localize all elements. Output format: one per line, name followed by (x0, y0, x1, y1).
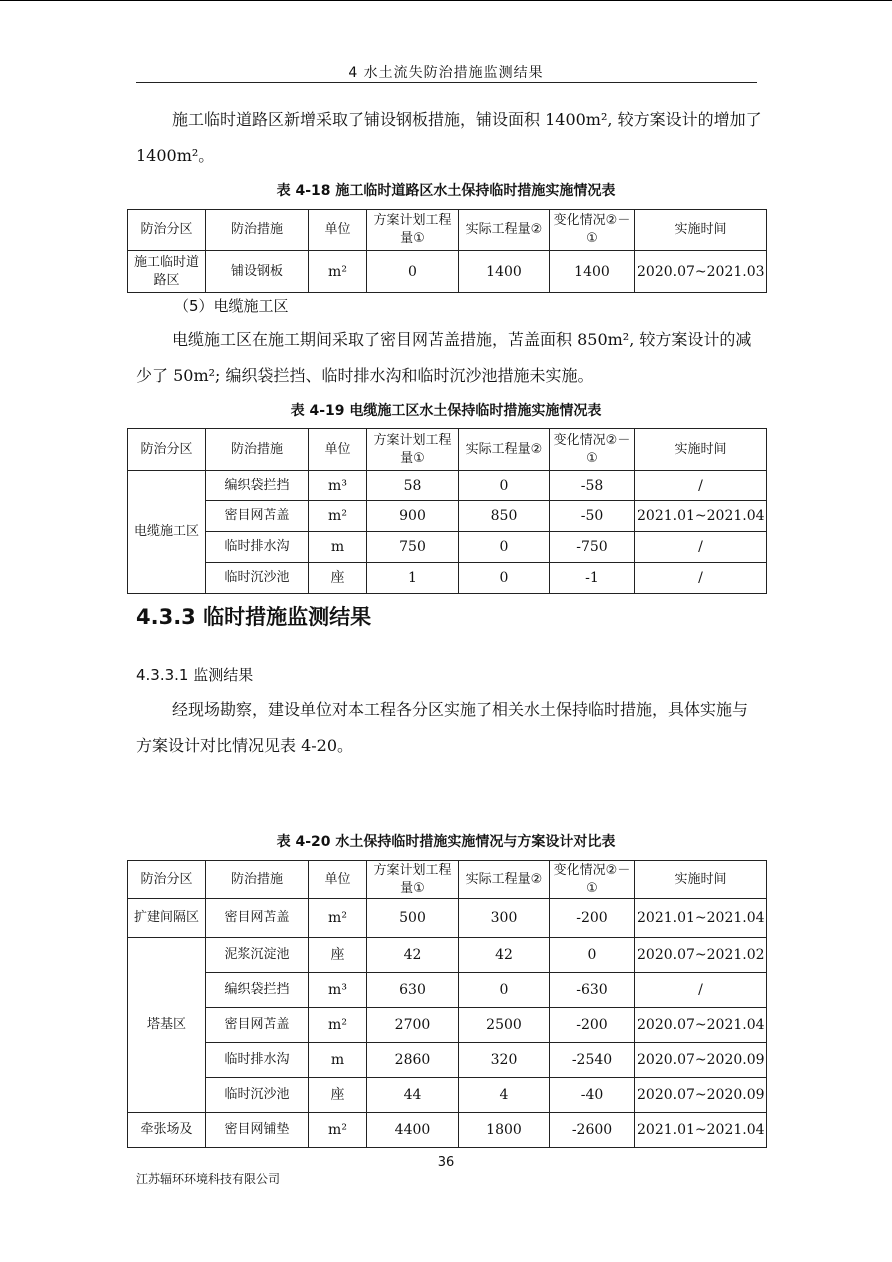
cell-measure: 密目网苫盖 (206, 501, 309, 532)
col-header-zone: 防治分区 (128, 861, 206, 899)
table-4-20 (127, 860, 767, 1148)
table-4-18 (127, 209, 767, 293)
cell-change: 0 (550, 938, 635, 973)
cell-measure: 临时沉沙池 (206, 563, 309, 594)
cell-unit: 座 (309, 938, 367, 973)
cell-change: -200 (550, 899, 635, 938)
cell-plan: 900 (367, 501, 459, 532)
cell-measure: 编织袋拦挡 (206, 471, 309, 501)
col-header-unit: 单位 (309, 429, 367, 471)
cell-measure: 密目网苫盖 (206, 899, 309, 938)
cell-unit: m² (309, 899, 367, 938)
col-header-zone: 防治分区 (128, 429, 206, 471)
col-header-time: 实施时间 (635, 210, 767, 251)
company-name: 江苏辐环环境科技有限公司 (136, 1172, 281, 1186)
table-row (128, 251, 767, 293)
cell-actual: 300 (459, 899, 550, 938)
subsection-5: （5）电缆施工区 (174, 297, 289, 315)
cell-time: 2020.07~2021.02 (635, 938, 767, 973)
col-header-change: 变化情况②－① (550, 861, 635, 899)
paragraph-2 (136, 322, 762, 394)
page-number: 36 (437, 1155, 455, 1170)
col-header-actual: 实际工程量② (459, 210, 550, 251)
cell-zone: 扩建间隔区 (128, 899, 206, 938)
top-border (0, 0, 892, 1)
table-row (128, 501, 767, 532)
table-row (128, 938, 767, 973)
cell-actual: 1800 (459, 1113, 550, 1148)
table-header-row (128, 429, 767, 471)
cell-plan: 2860 (367, 1043, 459, 1078)
section-heading-4-3-3: 4.3.3 临时措施监测结果 (136, 605, 372, 629)
cell-measure: 泥浆沉淀池 (206, 938, 309, 973)
col-header-actual: 实际工程量② (459, 429, 550, 471)
table-4-20-caption: 表 4-20 水土保持临时措施实施情况与方案设计对比表 (276, 834, 616, 850)
cell-unit: 座 (309, 1078, 367, 1113)
cell-plan: 500 (367, 899, 459, 938)
cell-unit: m² (309, 1008, 367, 1043)
cell-unit: m³ (309, 973, 367, 1008)
cell-actual: 320 (459, 1043, 550, 1078)
cell-actual: 4 (459, 1078, 550, 1113)
paragraph-3-text: 经现场勘察，建设单位对本工程各分区实施了相关水土保持临时措施，具体实施与方案设计对比情况见表 4-20。 (136, 700, 749, 755)
table-4-19 (127, 428, 767, 594)
cell-plan: 750 (367, 532, 459, 563)
cell-measure: 临时沉沙池 (206, 1078, 309, 1113)
cell-zone: 施工临时道路区 (128, 251, 206, 293)
table-row (128, 1113, 767, 1148)
cell-time: 2021.01~2021.04 (635, 899, 767, 938)
cell-actual: 0 (459, 973, 550, 1008)
table-4-19-caption: 表 4-19 电缆施工区水土保持临时措施实施情况表 (290, 403, 602, 419)
cell-time: 2020.07~2020.09 (635, 1078, 767, 1113)
cell-measure: 铺设钢板 (206, 251, 309, 293)
cell-time: 2021.01~2021.04 (635, 501, 767, 532)
cell-measure: 编织袋拦挡 (206, 973, 309, 1008)
cell-unit: m³ (309, 471, 367, 501)
table-row (128, 1008, 767, 1043)
cell-change: -2540 (550, 1043, 635, 1078)
cell-time: / (635, 973, 767, 1008)
table-row (128, 532, 767, 563)
table-4-18-caption: 表 4-18 施工临时道路区水土保持临时措施实施情况表 (276, 183, 616, 199)
cell-plan: 1 (367, 563, 459, 594)
col-header-measure: 防治措施 (206, 429, 309, 471)
col-header-zone: 防治分区 (128, 210, 206, 251)
cell-unit: m² (309, 1113, 367, 1148)
cell-unit: 座 (309, 563, 367, 594)
cell-actual: 0 (459, 532, 550, 563)
cell-change: -50 (550, 501, 635, 532)
col-header-plan: 方案计划工程量① (367, 861, 459, 899)
cell-plan: 42 (367, 938, 459, 973)
table-row (128, 1078, 767, 1113)
cell-change: -2600 (550, 1113, 635, 1148)
col-header-plan: 方案计划工程量① (367, 429, 459, 471)
cell-time: 2020.07~2020.09 (635, 1043, 767, 1078)
table-header-row (128, 210, 767, 251)
cell-measure: 临时排水沟 (206, 532, 309, 563)
paragraph-1 (136, 102, 762, 174)
running-header: 4 水土流失防治措施监测结果 (348, 65, 544, 81)
cell-measure: 密目网铺垫 (206, 1113, 309, 1148)
table-header-row (128, 861, 767, 899)
col-header-unit: 单位 (309, 861, 367, 899)
table-row (128, 1043, 767, 1078)
cell-actual: 42 (459, 938, 550, 973)
cell-unit: m² (309, 501, 367, 532)
cell-unit: m (309, 1043, 367, 1078)
cell-change: -58 (550, 471, 635, 501)
subsection-heading-4-3-3-1: 4.3.3.1 监测结果 (136, 666, 254, 684)
col-header-unit: 单位 (309, 210, 367, 251)
col-header-time: 实施时间 (635, 861, 767, 899)
col-header-time: 实施时间 (635, 429, 767, 471)
cell-change: -1 (550, 563, 635, 594)
table-row (128, 471, 767, 501)
cell-measure: 临时排水沟 (206, 1043, 309, 1078)
paragraph-2-text: 电缆施工区在施工期间采取了密目网苫盖措施，苫盖面积 850m², 较方案设计的减少了 50m²; 编织袋拦挡、临时排水沟和临时沉沙池措施未实施。 (136, 330, 752, 385)
cell-zone: 牵张场及 (128, 1113, 206, 1148)
table-row (128, 563, 767, 594)
cell-time: 2020.07~2021.03 (635, 251, 767, 293)
cell-zone: 电缆施工区 (128, 471, 206, 594)
cell-actual: 0 (459, 471, 550, 501)
cell-plan: 44 (367, 1078, 459, 1113)
cell-plan: 4400 (367, 1113, 459, 1148)
col-header-change: 变化情况②－① (550, 210, 635, 251)
cell-plan: 2700 (367, 1008, 459, 1043)
cell-actual: 1400 (459, 251, 550, 293)
cell-zone: 塔基区 (128, 938, 206, 1113)
table-row (128, 899, 767, 938)
col-header-measure: 防治措施 (206, 861, 309, 899)
table-row (128, 973, 767, 1008)
paragraph-1-text: 施工临时道路区新增采取了铺设钢板措施，铺设面积 1400m², 较方案设计的增加了 1400m²。 (136, 110, 762, 165)
cell-change: -630 (550, 973, 635, 1008)
cell-actual: 0 (459, 563, 550, 594)
col-header-measure: 防治措施 (206, 210, 309, 251)
cell-measure: 密目网苫盖 (206, 1008, 309, 1043)
cell-change: -200 (550, 1008, 635, 1043)
cell-unit: m (309, 532, 367, 563)
cell-unit: m² (309, 251, 367, 293)
cell-change: -40 (550, 1078, 635, 1113)
cell-time: / (635, 563, 767, 594)
cell-plan: 630 (367, 973, 459, 1008)
cell-actual: 2500 (459, 1008, 550, 1043)
col-header-change: 变化情况②－① (550, 429, 635, 471)
col-header-plan: 方案计划工程量① (367, 210, 459, 251)
cell-time: 2020.07~2021.04 (635, 1008, 767, 1043)
cell-time: 2021.01~2021.04 (635, 1113, 767, 1148)
cell-change: 1400 (550, 251, 635, 293)
col-header-actual: 实际工程量② (459, 861, 550, 899)
cell-actual: 850 (459, 501, 550, 532)
paragraph-3 (136, 692, 762, 764)
cell-time: / (635, 471, 767, 501)
cell-plan: 58 (367, 471, 459, 501)
cell-plan: 0 (367, 251, 459, 293)
header-rule (136, 82, 757, 83)
cell-change: -750 (550, 532, 635, 563)
cell-time: / (635, 532, 767, 563)
